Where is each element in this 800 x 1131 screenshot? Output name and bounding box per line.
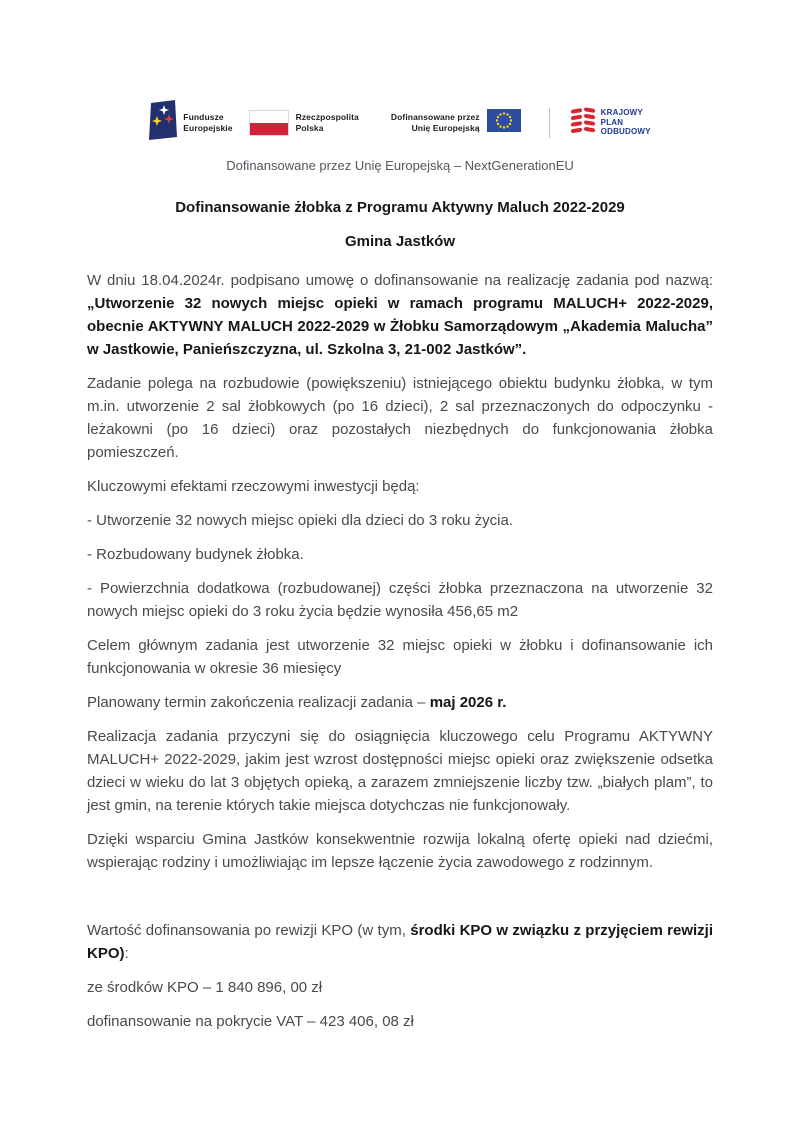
kpo-logo-label-line3: ODBUDOWY: [600, 127, 651, 137]
paragraph-agreement: [87, 269, 713, 361]
kpo-logo-label-line2: PLAN: [600, 117, 624, 127]
fe-logo-label-line2: Europejskie: [183, 122, 233, 133]
eu-logo-label: [391, 112, 480, 134]
funding-value-colon: :: [124, 945, 129, 962]
paragraph-funding-value-heading: [87, 919, 713, 965]
document-title: Dofinansowanie żłobka z Programu Aktywny Maluch 2022-2029: [175, 199, 625, 216]
paragraph-deadline-intro: Planowany termin zakończenia realizacji zadania –: [87, 694, 430, 711]
pl-logo-label-line2: Polska: [295, 122, 324, 133]
paragraph-deadline: [87, 691, 713, 714]
paragraph-vat-amount: dofinansowanie na pokrycie VAT – 423 406, 08 zł: [87, 1013, 414, 1030]
paragraph-main-goal: Celem głównym zadania jest utworzenie 32 miejsc opieki w żłobku i dofinansowanie ich funkcjonowania w okresie 36 miesięcy: [87, 637, 713, 677]
fe-flag-icon: [149, 100, 177, 145]
logo-krajowy-plan-odbudowy: [570, 103, 651, 142]
document-subtitle: Gmina Jastków: [344, 233, 456, 250]
kpo-logo-label: [601, 108, 651, 137]
paragraph-key-effects-heading: Kluczowymi efektami rzeczowymi inwestycji będą:: [87, 478, 420, 495]
funding-value-intro: Wartość dofinansowania po rewizji KPO (w tym,: [87, 922, 411, 939]
poland-flag-icon: [249, 110, 289, 136]
next-generation-eu-subtitle: Dofinansowane przez Unię Europejską – NextGenerationEU: [226, 158, 574, 173]
paragraph-agreement-intro: W dniu 18.04.2024r. podpisano umowę o dofinansowanie na realizację zadania pod nazwą:: [87, 272, 713, 289]
eu-flag-icon: [487, 109, 521, 137]
pl-logo-label: [296, 112, 359, 134]
paragraph-effect-area: - Powierzchnia dodatkowa (rozbudowanej) części żłobka przeznaczona na utworzenie 32 nowych miejsc opieki do 3 roku życia będzie wynosiła 456,65 m2: [87, 580, 713, 620]
paragraph-agreement-task-name: „Utworzenie 32 nowych miejsc opieki w ramach programu MALUCH+ 2022-2029, obecnie AKTYWNY MALUCH 2022-2029 w Żłobku Samorządowym „Akademia Malucha” w Jastkowie, Panieńszczyzna, ul. Szkolna 3, 21-002 Jastków”.: [87, 295, 713, 358]
eu-logo-label-line2: Unię Europejską: [411, 122, 480, 133]
kpo-logo-icon: [570, 103, 596, 142]
pl-logo-label-line1: Rzeczpospolita: [295, 111, 359, 122]
paragraph-kpo-amount: ze środków KPO – 1 840 896, 00 zł: [87, 979, 323, 996]
fe-logo-label-line1: Fundusze: [183, 111, 224, 122]
kpo-logo-label-line1: KRAJOWY: [600, 108, 643, 118]
logo-rzeczpospolita-polska: [249, 110, 359, 136]
paragraph-task-scope: Zadanie polega na rozbudowie (powiększeniu) istniejącego obiektu budynku żłobka, w tym m.in. utworzenie 2 sal żłobkowych (po 16 dzieci), 2 sal przeznaczonych do odpoczynku - leżakowni (po 16 dzieci) oraz pozostałych niezbędnych do funkcjonowania żłobka pomieszczeń.: [87, 375, 713, 461]
logo-divider: [549, 108, 550, 138]
logo-dofinansowane-ue: [391, 109, 521, 137]
funding-logo-bar: [0, 0, 800, 145]
fe-logo-label: [183, 112, 232, 134]
paragraph-community-benefit: Dzięki wsparciu Gmina Jastków konsekwentnie rozwija lokalną ofertę opieki nad dziećmi, wspierając rodziny i umożliwiając im lepsze łączenie życia zawodowego z rodzinnym.: [87, 831, 713, 871]
document-body: [87, 269, 713, 1033]
paragraph-effect-building: - Rozbudowany budynek żłobka.: [87, 546, 304, 563]
logo-fundusze-europejskie: [149, 100, 232, 145]
eu-logo-label-line1: Dofinansowane przez: [390, 111, 480, 122]
paragraph-program-goal: Realizacja zadania przyczyni się do osiągnięcia kluczowego celu Programu AKTYWNY MALUCH+ 2022-2029, jakim jest wzrost dostępności miejsc opieki oraz zwiększenie odsetka dzieci w wieku do lat 3 objętych opieką, a zarazem zmniejszenie liczby tzw. „białych plam”, to jest gmin, na terenie których takie miejsca dotychczas nie funkcjonowały.: [87, 728, 713, 814]
empty-paragraph-spacer: [87, 885, 713, 919]
paragraph-deadline-date: maj 2026 r.: [429, 694, 507, 711]
paragraph-effect-new-places: - Utworzenie 32 nowych miejsc opieki dla dzieci do 3 roku życia.: [87, 512, 514, 529]
funding-value-kpo-revision: środki KPO w związku z przyjęciem rewizji KPO): [87, 922, 714, 962]
